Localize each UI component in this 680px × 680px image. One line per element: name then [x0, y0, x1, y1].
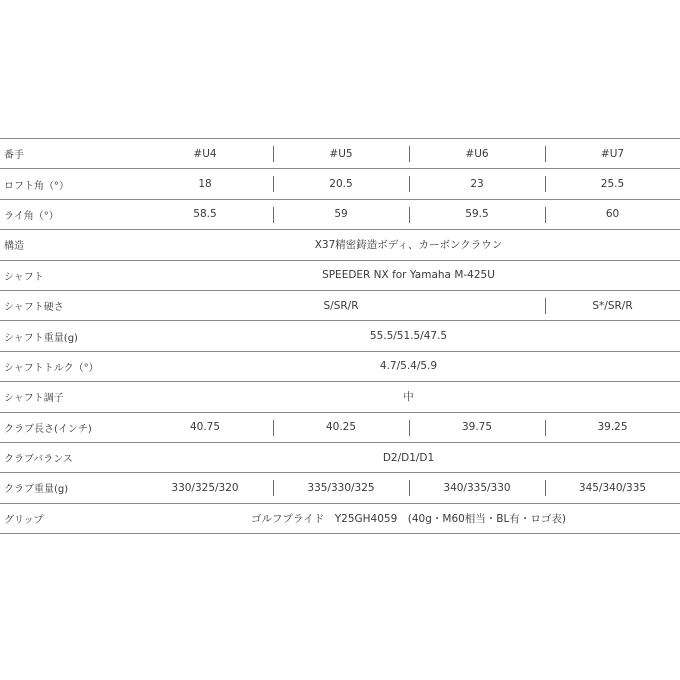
loft-u7: 25.5 [600, 178, 625, 191]
loft-u4: 18 [198, 178, 212, 191]
shaft-weight-value: 55.5/51.5/47.5 [369, 330, 448, 343]
row-shaft-torque [0, 352, 680, 382]
club-length-u4: 40.75 [189, 421, 221, 434]
header-u7: #U7 [600, 147, 625, 160]
row-label-club-length: クラブ長さ(インチ) [4, 423, 92, 435]
header-u5: #U5 [329, 147, 353, 160]
row-club-balance [0, 443, 680, 473]
row-shaft-flex [0, 291, 680, 321]
row-label-shaft: シャフト [4, 271, 44, 283]
row-shaft-kick [0, 382, 680, 412]
row-label-shaft-kick: シャフト調子 [4, 393, 64, 405]
spec-table [0, 138, 680, 534]
club-weight-u5: 335/330/325 [307, 481, 375, 494]
club-weight-u6: 340/335/330 [443, 481, 511, 494]
row-label-shaft-torque: シャフトトルク（°） [4, 362, 99, 374]
row-club-weight [0, 473, 680, 503]
shaft-value: SPEEDER NX for Yamaha M-425U [322, 269, 495, 282]
shaft-flex-u7: S*/SR/R [592, 299, 633, 312]
club-length-u7: 39.25 [597, 421, 628, 434]
row-structure [0, 230, 680, 260]
row-shaft [0, 261, 680, 291]
lie-u5: 59 [334, 208, 348, 221]
row-label-club-weight: クラブ重量(g) [4, 484, 69, 496]
grip-value: ゴルフプライド Y25GH4059 (40g・M60相当・BL有・ロゴ表) [251, 512, 566, 525]
row-loft [0, 169, 680, 199]
header-u4: #U4 [193, 147, 217, 160]
lie-u7: 60 [605, 208, 620, 221]
row-label-club-balance: クラブバランス [4, 454, 73, 466]
club-balance-value: D2/D1/D1 [382, 451, 435, 464]
loft-u5: 20.5 [329, 178, 353, 191]
club-length-u6: 39.75 [461, 421, 493, 434]
row-club-number [0, 139, 680, 169]
row-label-loft: ロフト角（°） [4, 180, 69, 192]
header-u6: #U6 [465, 147, 489, 160]
lie-u4: 58.5 [193, 208, 217, 221]
row-shaft-weight [0, 321, 680, 351]
shaft-flex-u4-u6: S/SR/R [323, 299, 359, 312]
row-label-shaft-flex: シャフト硬さ [4, 302, 64, 314]
loft-u6: 23 [470, 178, 484, 191]
club-weight-u7: 345/340/335 [578, 481, 647, 494]
club-weight-u4: 330/325/320 [171, 481, 239, 494]
lie-u6: 59.5 [465, 208, 489, 221]
row-label-grip: グリップ [4, 514, 44, 526]
row-label-structure: 構造 [4, 241, 24, 253]
shaft-torque-value: 4.7/5.4/5.9 [379, 360, 438, 373]
structure-value: X37精密鋳造ボディ、カーボンクラウン [314, 239, 503, 252]
row-grip [0, 504, 680, 534]
row-label-club-number: 番手 [4, 150, 24, 162]
club-length-u5: 40.25 [325, 421, 357, 434]
row-club-length [0, 413, 680, 443]
row-label-lie: ライ角（°） [4, 210, 59, 222]
row-lie [0, 200, 680, 230]
shaft-kick-value: 中 [403, 391, 414, 404]
row-label-shaft-weight: シャフト重量(g) [4, 332, 78, 344]
